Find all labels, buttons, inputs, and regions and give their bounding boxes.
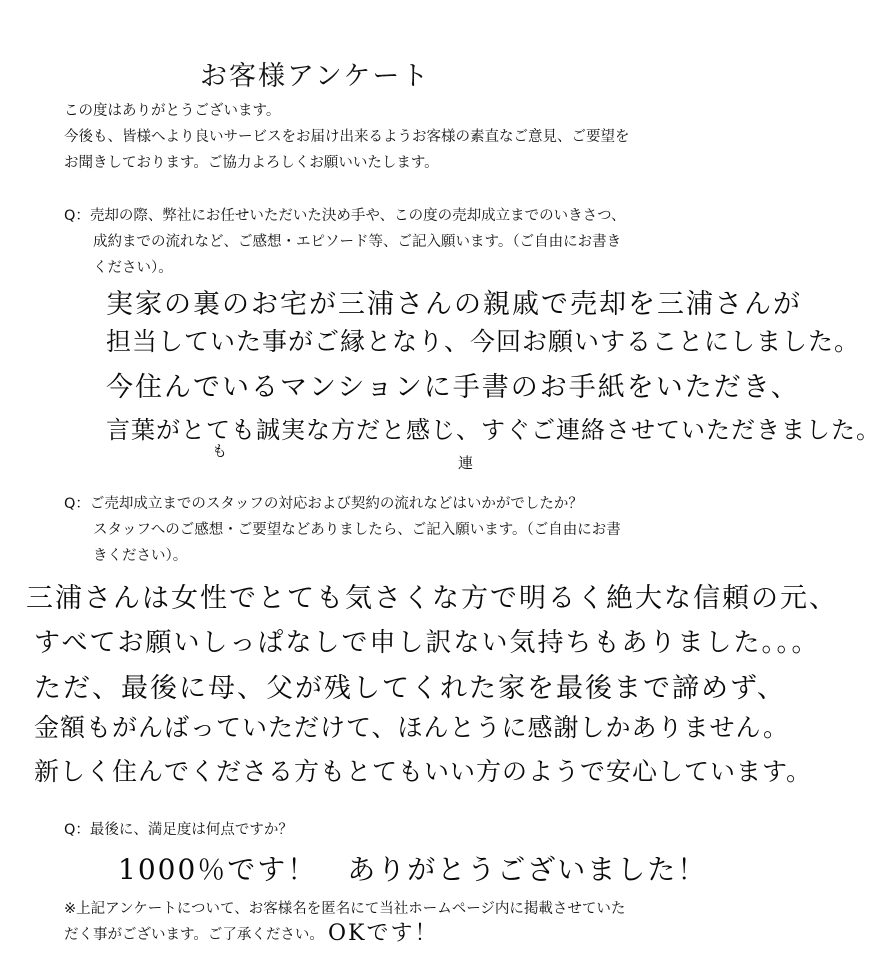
footer-line: だく事がございます。ご了承ください。	[64, 927, 324, 943]
question-3: Q：最後に、満足度は何点ですか？	[64, 822, 293, 838]
answer-line: 実家の裏のお宅が三浦さんの親戚で売却を三浦さんが	[106, 289, 802, 320]
intro-line: この度はありがとうございます。	[64, 103, 281, 119]
answer-line: 金額もがんばっていただけて、ほんとうに感謝しかありません。	[34, 713, 790, 742]
intro-line: 今後も、皆様へより良いサービスをお届け出来るようお客様の素直なご意見、ご要望を	[64, 129, 630, 145]
answer-line: 今住んでいるマンションに手書のお手紙をいただき、	[106, 372, 800, 403]
answer-3-handwritten: 1000％です！ ありがとうございました！	[118, 853, 708, 886]
answer-line: 新しく住んでくださる方もとてもいい方のようで安心しています。	[34, 757, 813, 786]
answer-line: 担当していた事がご縁となり、今回お願いすることにしました。	[106, 327, 861, 356]
footer-line: ※上記アンケートについて、お客様名を匿名にて当社ホームページ内に掲載させていた	[64, 901, 626, 917]
question-line: ください）。	[64, 260, 173, 276]
answer-line: 三浦さんは女性でとても気さくな方で明るく絶大な信頼の元、	[26, 583, 838, 614]
question-line: スタッフへのご感想・ご要望などありましたら、ご記入願います。（ご自由にお書	[64, 522, 621, 538]
question-line: 成約までの流れなど、ご感想・エピソード等、ご記入願います。（ご自由にお書き	[64, 234, 622, 250]
page-title: お客様アンケート	[200, 61, 431, 92]
footer-answer-handwritten: OKです！	[328, 921, 439, 946]
question-line: Q：ご売却成立までのスタッフの対応および契約の流れなどはいかがでしたか？	[64, 496, 583, 512]
answer-correction: 連	[458, 454, 476, 472]
answer-line: すべてお願いしっぱなしで申し訳ない気持ちもありました。。。	[34, 628, 820, 658]
answer-line: ただ、最後に母、父が残してくれた家を最後まで諦めず、	[34, 673, 786, 704]
answer-correction: も	[212, 442, 230, 460]
answer-line: 言葉がとても誠実な方だと感じ、すぐご連絡させていただきました。	[106, 416, 881, 444]
intro-line: お聞きしております。ご協力よろしくお願いいたします。	[64, 155, 439, 171]
question-line: Q：売却の際、弊社にお任せいただいた決め手や、この度の売却成立までのいきさつ、	[64, 208, 626, 224]
question-line: きください）。	[64, 548, 188, 564]
